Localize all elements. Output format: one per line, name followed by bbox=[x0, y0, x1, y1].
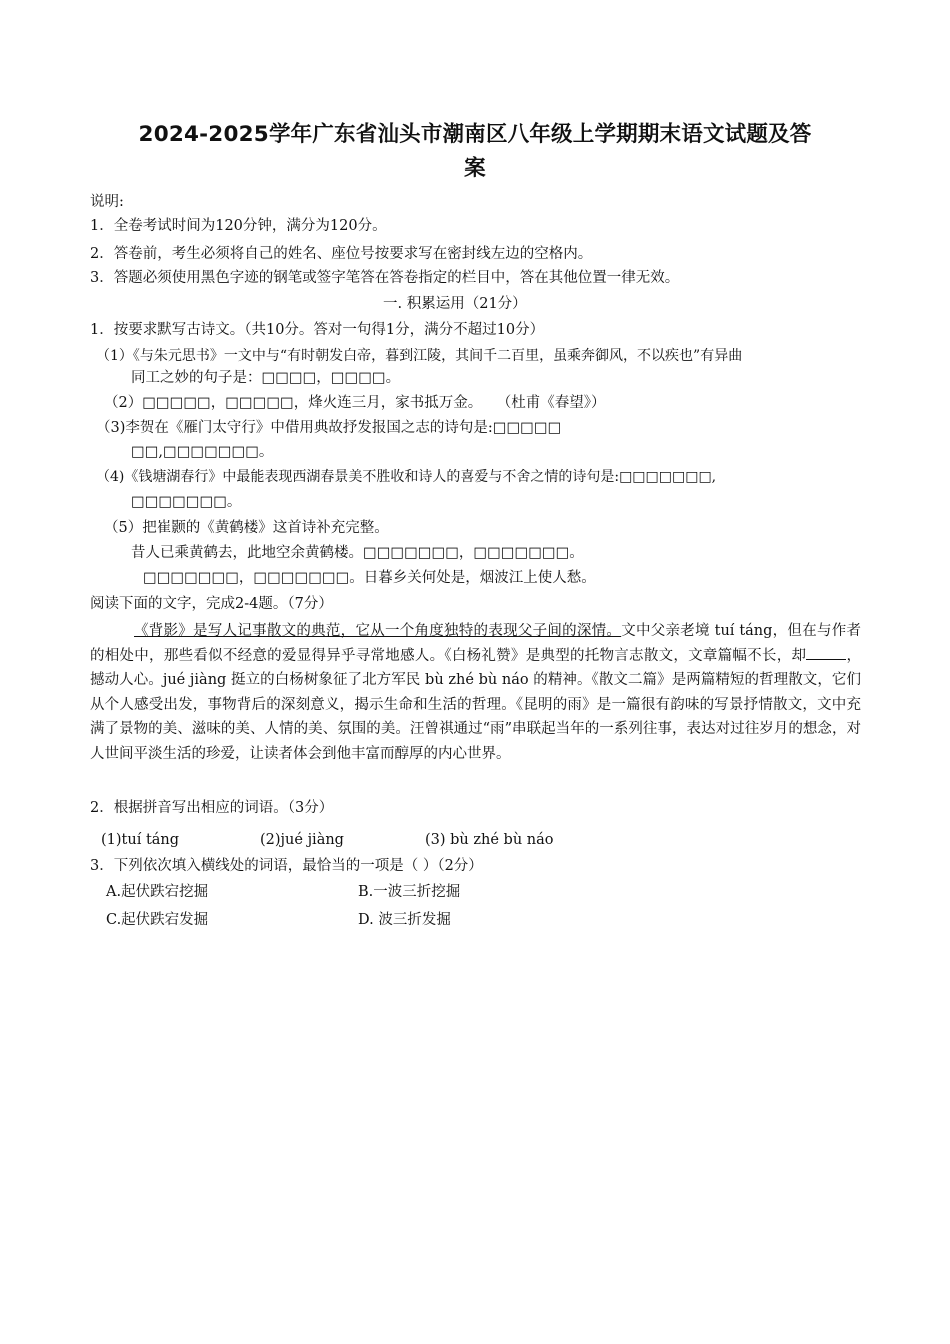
instruction-item: 3．答题必须使用黑色字迹的钢笔或签字笔答在答卷指定的栏目中，答在其他位置一律无效。 bbox=[90, 270, 680, 286]
fill-blank bbox=[806, 645, 846, 660]
question-1-part-3-answer: □□,□□□□□□□。 bbox=[131, 444, 274, 460]
option-b: B.一波三折挖掘 bbox=[358, 884, 461, 900]
question-1-part-3: （3)李贺在《雁门太守行》中借用典故抒发报国之志的诗句是:□□□□□ bbox=[96, 420, 562, 436]
question-2-stem: 2．根据拼音写出相应的词语。（3分） bbox=[90, 800, 334, 816]
question-2-item: (2)jué jiàng bbox=[260, 832, 344, 848]
passage-text-b: ，撼动人心。jué jiàng 挺立的白杨树象征了北方军民 bù zhé bù náo 的精神。《散文二篇》是两篇精短的哲理散文，它们从个人感受出发，事物背后的深刻意义，揭示生命和生活的哲理。《昆明的雨》是一篇很有韵味的写景抒情散文，文中充满了景物的美、滋味的美、人情的美、氛围的美。汪曾祺通过“雨”串联起当年的一系列往事，表达对过往岁月的想念，对人世间平淡生活的珍爱，让读者体会到他丰富而醇厚的内心世界。 bbox=[90, 647, 861, 762]
title-line-1: 2024-2025学年广东省汕头市潮南区八年级上学期期末语文试题及答 bbox=[138, 122, 812, 147]
poem-line-2: □□□□□□□，□□□□□□□。日暮乡关何处是，烟波江上使人愁。 bbox=[143, 570, 596, 586]
option-c: C.起伏跌宕发掘 bbox=[106, 912, 209, 928]
reading-passage bbox=[90, 619, 861, 766]
question-2-item: (3) bù zhé bù náo bbox=[425, 832, 554, 848]
underlined-sentence: 《背影》是写人记事散文的典范，它从一个角度独特的表现父子间的深情。 bbox=[134, 623, 622, 639]
instruction-item: 2．答卷前，考生必须将自己的姓名、座位号按要求写在密封线左边的空格内。 bbox=[90, 246, 593, 262]
question-2-item: (1)tuí táng bbox=[101, 832, 180, 848]
question-1-part-5: （5）把崔颢的《黄鹤楼》这首诗补充完整。 bbox=[104, 520, 389, 536]
option-a: A.起伏跌宕挖掘 bbox=[106, 884, 209, 900]
question-1-stem: 1．按要求默写古诗文。（共10分。答对一句得1分，满分不超过10分） bbox=[90, 322, 545, 338]
question-1-part-4-answer: □□□□□□□。 bbox=[131, 494, 242, 510]
question-3-stem: 3．下列依次填入横线处的词语，最恰当的一项是（ ）（2分） bbox=[90, 858, 483, 874]
question-1-part-1: （1）《与朱元思书》一文中与“有时朝发白帝，暮到江陵，其间千二百里，虽乘奔御风，不以疾也”有异曲 bbox=[96, 348, 743, 364]
page-title bbox=[90, 118, 860, 186]
question-1-part-1-answer: 同工之妙的句子是：□□□□，□□□□。 bbox=[131, 370, 401, 386]
reading-intro: 阅读下面的文字，完成2-4题。（7分） bbox=[90, 596, 333, 612]
section-heading: 一. 积累运用（21分） bbox=[383, 296, 527, 312]
passage-text-a: 文中父亲老境 tuí táng，但在与作者的相处中，那些看似不经意的爱显得异乎寻常地感人。《白杨礼赞》是典型的托物言志散文，文章篇幅不长，却 bbox=[90, 623, 861, 664]
question-1-part-4: （4)《钱塘湖春行》中最能表现西湖春景美不胜收和诗人的喜爱与不舍之情的诗句是:□□□□□□□, bbox=[96, 469, 717, 485]
question-1-part-2: （2）□□□□□，□□□□□，烽火连三月，家书抵万金。 （杜甫《春望》） bbox=[104, 395, 606, 411]
instruction-item: 1．全卷考试时间为120分钟，满分为120分。 bbox=[90, 218, 387, 234]
option-d: D. 波三折发掘 bbox=[358, 912, 451, 928]
title-line-2: 案 bbox=[464, 156, 486, 181]
poem-line-1: 昔人已乘黄鹤去，此地空余黄鹤楼。□□□□□□□，□□□□□□□。 bbox=[131, 545, 584, 561]
instructions-heading: 说明: bbox=[90, 194, 124, 210]
